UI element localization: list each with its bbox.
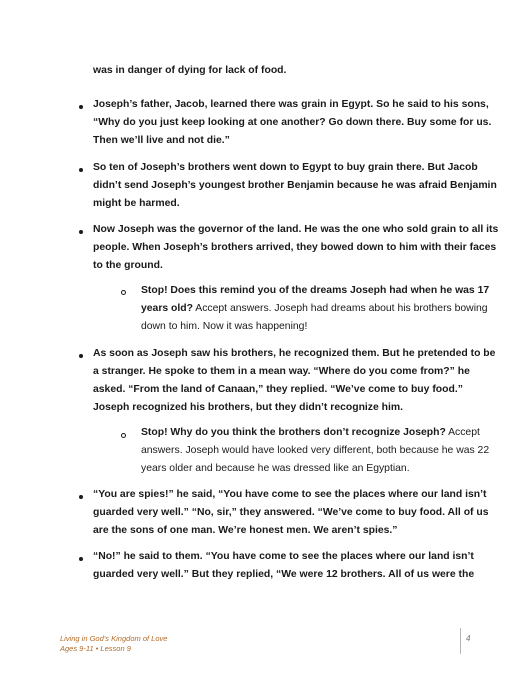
stop-1-line-3 bbox=[141, 318, 307, 336]
stop-2-line-3 bbox=[141, 460, 410, 478]
paragraph-5-line-2: guarded very well.” “No, sir,” they answered. “We’ve come to buy food. All of us bbox=[93, 507, 489, 518]
stop-1-answer: Accept answers. Joseph had dreams about his brothers bowing bbox=[192, 303, 488, 314]
paragraph-1-line-3: Then we’ll live and not die.” bbox=[93, 135, 230, 146]
paragraph-1-line-2: “Why do you just keep looking at one another? Go down there. Buy some for us. bbox=[93, 117, 492, 128]
footer-title: Living in God’s Kingdom of Love bbox=[60, 634, 168, 643]
bullet-icon bbox=[79, 168, 83, 172]
paragraph-4-line-3: asked. “From the land of Canaan,” they replied. “We’ve come to buy food.” bbox=[93, 384, 463, 395]
paragraph-5-line-3: are the sons of one man. We’re honest men. We aren’t spies.” bbox=[93, 525, 398, 536]
stop-2-line-1 bbox=[141, 424, 480, 442]
paragraph-2-line-2: didn’t send Joseph’s youngest brother Benjamin because he was afraid Benjamin bbox=[93, 180, 497, 191]
paragraph-3-line-3: to the ground. bbox=[93, 260, 163, 271]
stop-1-answer-end: down to him. Now it was happening! bbox=[141, 321, 308, 332]
paragraph-6-line-2: guarded very well.” But they replied, “We were 12 brothers. All of us were the bbox=[93, 569, 475, 580]
footer-divider bbox=[460, 628, 461, 654]
paragraph-3-line-1: Now Joseph was the governor of the land. He was the one who sold grain to all its bbox=[93, 224, 499, 235]
sub-bullet-icon bbox=[121, 290, 126, 295]
paragraph-1-line-1: Joseph’s father, Jacob, learned there was grain in Egypt. So he said to his sons, bbox=[93, 99, 489, 110]
paragraph-2-line-1: So ten of Joseph’s brothers went down to Egypt to buy grain there. But Jacob bbox=[93, 162, 478, 173]
bullet-icon bbox=[79, 354, 83, 358]
bullet-icon bbox=[79, 105, 83, 109]
paragraph-3-line-2: people. When Joseph’s brothers arrived, they bowed down to him with their faces bbox=[93, 242, 497, 253]
stop-2-line-2 bbox=[141, 442, 489, 460]
bullet-icon bbox=[79, 495, 83, 499]
page-number: 4 bbox=[466, 634, 471, 643]
bullet-icon bbox=[79, 557, 83, 561]
paragraph-2-line-3: might be harmed. bbox=[93, 198, 180, 209]
stop-1-line-2 bbox=[141, 300, 488, 318]
stop-2-answer-cont: answers. Joseph would have looked very different, both because he was 22 bbox=[141, 445, 490, 456]
stop-2-answer-end: years older and because he was dressed like an Egyptian. bbox=[141, 463, 410, 474]
intro-line: was in danger of dying for lack of food. bbox=[93, 65, 287, 76]
sub-bullet-icon bbox=[121, 433, 126, 438]
paragraph-4-line-4: Joseph recognized his brothers, but they didn’t recognize him. bbox=[93, 402, 404, 413]
stop-2-answer: Accept bbox=[445, 427, 480, 438]
paragraph-4-line-1: As soon as Joseph saw his brothers, he recognized them. But he pretended to be bbox=[93, 348, 496, 359]
stop-2-question: Stop! Why do you think the brothers don’t recognize Joseph? bbox=[141, 427, 446, 438]
footer-subtitle: Ages 9-11 • Lesson 9 bbox=[60, 644, 131, 653]
paragraph-6-line-1: “No!” he said to them. “You have come to see the places where our land isn’t bbox=[93, 551, 474, 562]
stop-1-question: years old? bbox=[141, 303, 193, 314]
paragraph-5-line-1: “You are spies!” he said, “You have come to see the places where our land isn’t bbox=[93, 489, 487, 500]
paragraph-4-line-2: a stranger. He spoke to them in a mean way. “Where do you come from?” he bbox=[93, 366, 470, 377]
stop-1-line-1: Stop! Does this remind you of the dreams Joseph had when he was 17 bbox=[141, 285, 490, 296]
bullet-icon bbox=[79, 230, 83, 234]
